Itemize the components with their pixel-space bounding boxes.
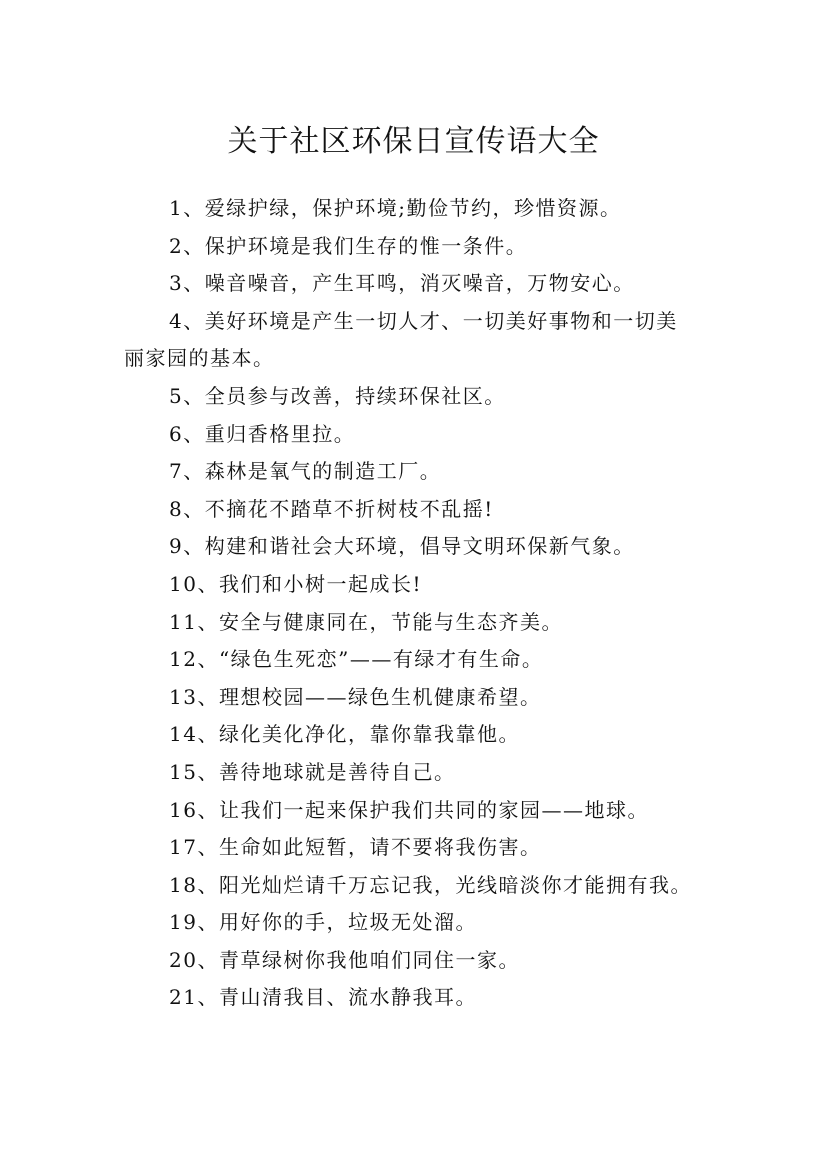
slogan-line: 8、不摘花不踏草不折树枝不乱摇!	[169, 496, 494, 521]
slogan-line: 11、安全与健康同在，节能与生态齐美。	[169, 609, 563, 634]
slogan-line: 13、理想校园——绿色生机健康希望。	[169, 684, 542, 709]
slogan-line-continuation: 丽家园的基本。	[124, 346, 275, 371]
slogan-line: 10、我们和小树一起成长!	[169, 571, 422, 596]
slogan-line: 19、用好你的手，垃圾无处溜。	[169, 910, 477, 935]
document-title: 关于社区环保日宣传语大全	[227, 124, 600, 160]
slogan-line: 16、让我们一起来保护我们共同的家园——地球。	[169, 797, 649, 822]
slogan-line: 14、绿化美化净化，靠你靠我靠他。	[169, 722, 520, 747]
slogan-line: 3、噪音噪音，产生耳鸣，消灭噪音，万物安心。	[169, 271, 635, 296]
slogan-list	[124, 190, 724, 1017]
slogan-line: 9、构建和谐社会大环境，倡导文明环保新气象。	[169, 534, 635, 559]
slogan-line: 21、青山清我目、流水静我耳。	[169, 985, 477, 1010]
slogan-line: 12、“绿色生死恋”——有绿才有生命。	[169, 647, 544, 672]
slogan-line: 17、生命如此短暂，请不要将我伤害。	[169, 835, 542, 860]
slogan-line: 18、阳光灿烂请千万忘记我，光线暗淡你才能拥有我。	[169, 872, 692, 897]
slogan-line: 7、森林是氧气的制造工厂。	[169, 459, 442, 484]
slogan-line: 15、善待地球就是善待自己。	[169, 759, 456, 784]
slogan-line: 6、重归香格里拉。	[169, 421, 356, 446]
slogan-line: 5、全员参与改善，持续环保社区。	[169, 383, 506, 408]
slogan-line: 2、保护环境是我们生存的惟一条件。	[169, 233, 528, 258]
slogan-line: 4、美好环境是产生一切人才、一切美好事物和一切美	[169, 308, 678, 333]
slogan-line: 1、爱绿护绿，保护环境;勤俭节约，珍惜资源。	[169, 196, 622, 220]
slogan-line: 20、青草绿树你我他咱们同住一家。	[169, 947, 520, 972]
